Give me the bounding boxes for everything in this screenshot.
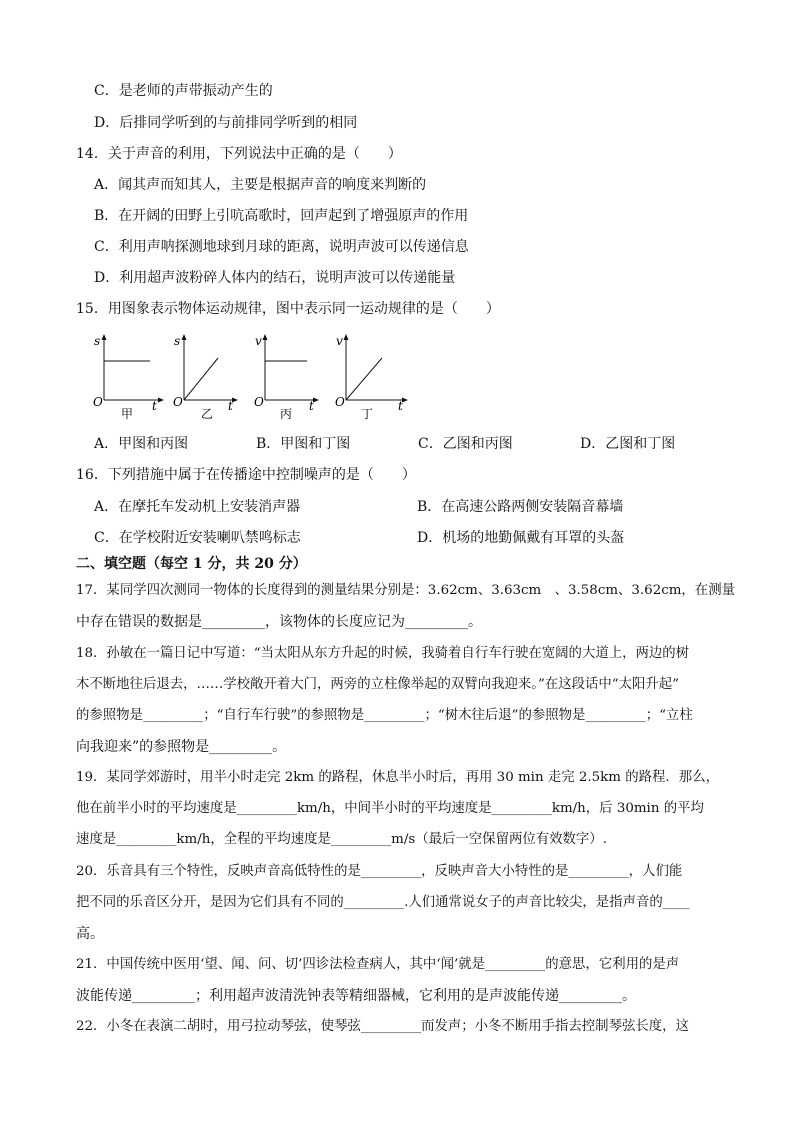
question-17: 17．某同学四次测同一物体的长度得到的测量结果分别是：3.62cm、3.63cm 、3.58cm、3.62cm，在测量 — [76, 583, 735, 598]
option-c: C．在学校附近安装喇叭禁鸣标志 — [94, 530, 301, 546]
question-text: 中存在错误的数据是_________，该物体的长度应记为_________。 — [76, 614, 482, 630]
y-axis-arrow — [344, 334, 349, 340]
x-axis-arrow — [232, 398, 238, 403]
origin-label: O — [335, 395, 345, 409]
question-text: 他在前半小时的平均速度是_________km/h，中间半小时的平均速度是_________km/h，后 30min 的平均 — [76, 801, 704, 816]
option-a: A．甲图和丙图 — [94, 436, 189, 452]
question-text: 把不同的乐音区分开，是因为它们具有不同的_________.人们通常说女子的声音比较尖，是指声音的____ — [76, 895, 690, 910]
x-axis-label: t — [309, 399, 314, 413]
graph-yi — [173, 334, 238, 421]
origin-label: O — [254, 395, 264, 409]
x-axis-label: t — [228, 399, 233, 413]
question-19: 19．某同学郊游时，用半小时走完 2km 的路程，休息半小时后，再用 30 min 走完 2.5km 的路程．那么， — [76, 770, 719, 785]
y-axis-arrow — [102, 334, 107, 340]
option-c: C．乙图和丙图 — [418, 436, 513, 452]
graph-jia — [93, 334, 164, 421]
option-line: C．利用声呐探测地球到月球的距离，说明声波可以传递信息 — [94, 239, 469, 255]
option-a: A．在摩托车发动机上安装消声器 — [94, 499, 301, 515]
question-text: 的参照物是_________；“自行车行驶”的参照物是_________；“树木往后退”的参照物是_________；“立柱 — [76, 708, 693, 723]
y-axis-label: v — [336, 334, 343, 348]
graph-name: 丙 — [280, 407, 293, 421]
section-heading: 二、填空题（每空 1 分，共 20 分） — [76, 556, 307, 572]
y-axis-label: v — [255, 334, 262, 348]
option-line: D．利用超声波粉碎人体内的结石，说明声波可以传递能量 — [94, 270, 456, 286]
question-21: 21．中国传统中医用‘望、闻、问、切’四诊法检查病人，其中‘闻’就是_________的意思，它利用的是声 — [76, 957, 680, 972]
x-axis-arrow — [158, 398, 164, 403]
graph-ding — [335, 334, 408, 421]
option-d: D．机场的地勤佩戴有耳罩的头盔 — [417, 530, 625, 546]
y-axis-label: s — [174, 334, 181, 348]
option-line: D．后排同学听到的与前排同学听到的相同 — [94, 115, 358, 131]
graph-bing — [254, 334, 319, 421]
x-axis-label: t — [398, 399, 403, 413]
question-text: 波能传递_________；利用超声波清洗钟表等精细器械，它利用的是声波能传递_________。 — [76, 988, 636, 1004]
motion-graphs-figure — [88, 328, 428, 424]
y-axis-label: s — [94, 334, 101, 348]
question-text: 速度是_________km/h，全程的平均速度是_________m/s（最后一空保留两位有效数字）. — [76, 832, 607, 847]
question-20: 20．乐音具有三个特性，反映声音高低特性的是_________，反映声音大小特性的是_________，人们能 — [76, 864, 683, 879]
question-15: 15．用图象表示物体运动规律，图中表示同一运动规律的是（ ） — [76, 301, 500, 317]
graph-line — [346, 358, 382, 400]
y-axis-arrow — [263, 334, 268, 340]
x-axis-arrow — [313, 398, 319, 403]
question-22: 22．小冬在表演二胡时，用弓拉动琴弦，使琴弦_________而发声；小冬不断用手指去控制琴弦长度，这 — [76, 1019, 689, 1034]
graph-line — [184, 358, 218, 400]
option-d: D．乙图和丁图 — [580, 436, 676, 452]
option-b: B．在高速公路两侧安装隔音幕墙 — [417, 499, 624, 515]
option-line: C．是老师的声带振动产生的 — [94, 83, 273, 99]
option-line: A．闻其声而知其人，主要是根据声音的响度来判断的 — [94, 177, 427, 193]
question-14: 14．关于声音的利用，下列说法中正确的是（ ） — [76, 146, 402, 162]
graph-name: 丁 — [361, 407, 374, 421]
graph-name: 乙 — [201, 407, 214, 421]
x-axis-label: t — [152, 399, 157, 413]
y-axis-arrow — [182, 334, 187, 340]
origin-label: O — [93, 395, 103, 409]
question-text: 木不断地往后退去，……学校敞开着大门，两旁的立柱像举起的双臂向我迎来。”在这段话中“太阳升起” — [76, 677, 680, 692]
graph-name: 甲 — [121, 407, 134, 421]
option-line: B．在开阔的田野上引吭高歌时，回声起到了增强原声的作用 — [94, 208, 469, 224]
x-axis-arrow — [402, 398, 408, 403]
question-text: 高。 — [76, 926, 104, 942]
origin-label: O — [173, 395, 183, 409]
question-16: 16．下列措施中属于在传播途中控制噪声的是（ ） — [76, 467, 416, 483]
option-b: B．甲图和丁图 — [256, 436, 351, 452]
question-18: 18．孙敏在一篇日记中写道：“当太阳从东方升起的时候，我骑着自行车行驶在宽阔的大道上，两边的树 — [76, 646, 690, 661]
question-text: 向我迎来”的参照物是_________。 — [76, 739, 287, 755]
